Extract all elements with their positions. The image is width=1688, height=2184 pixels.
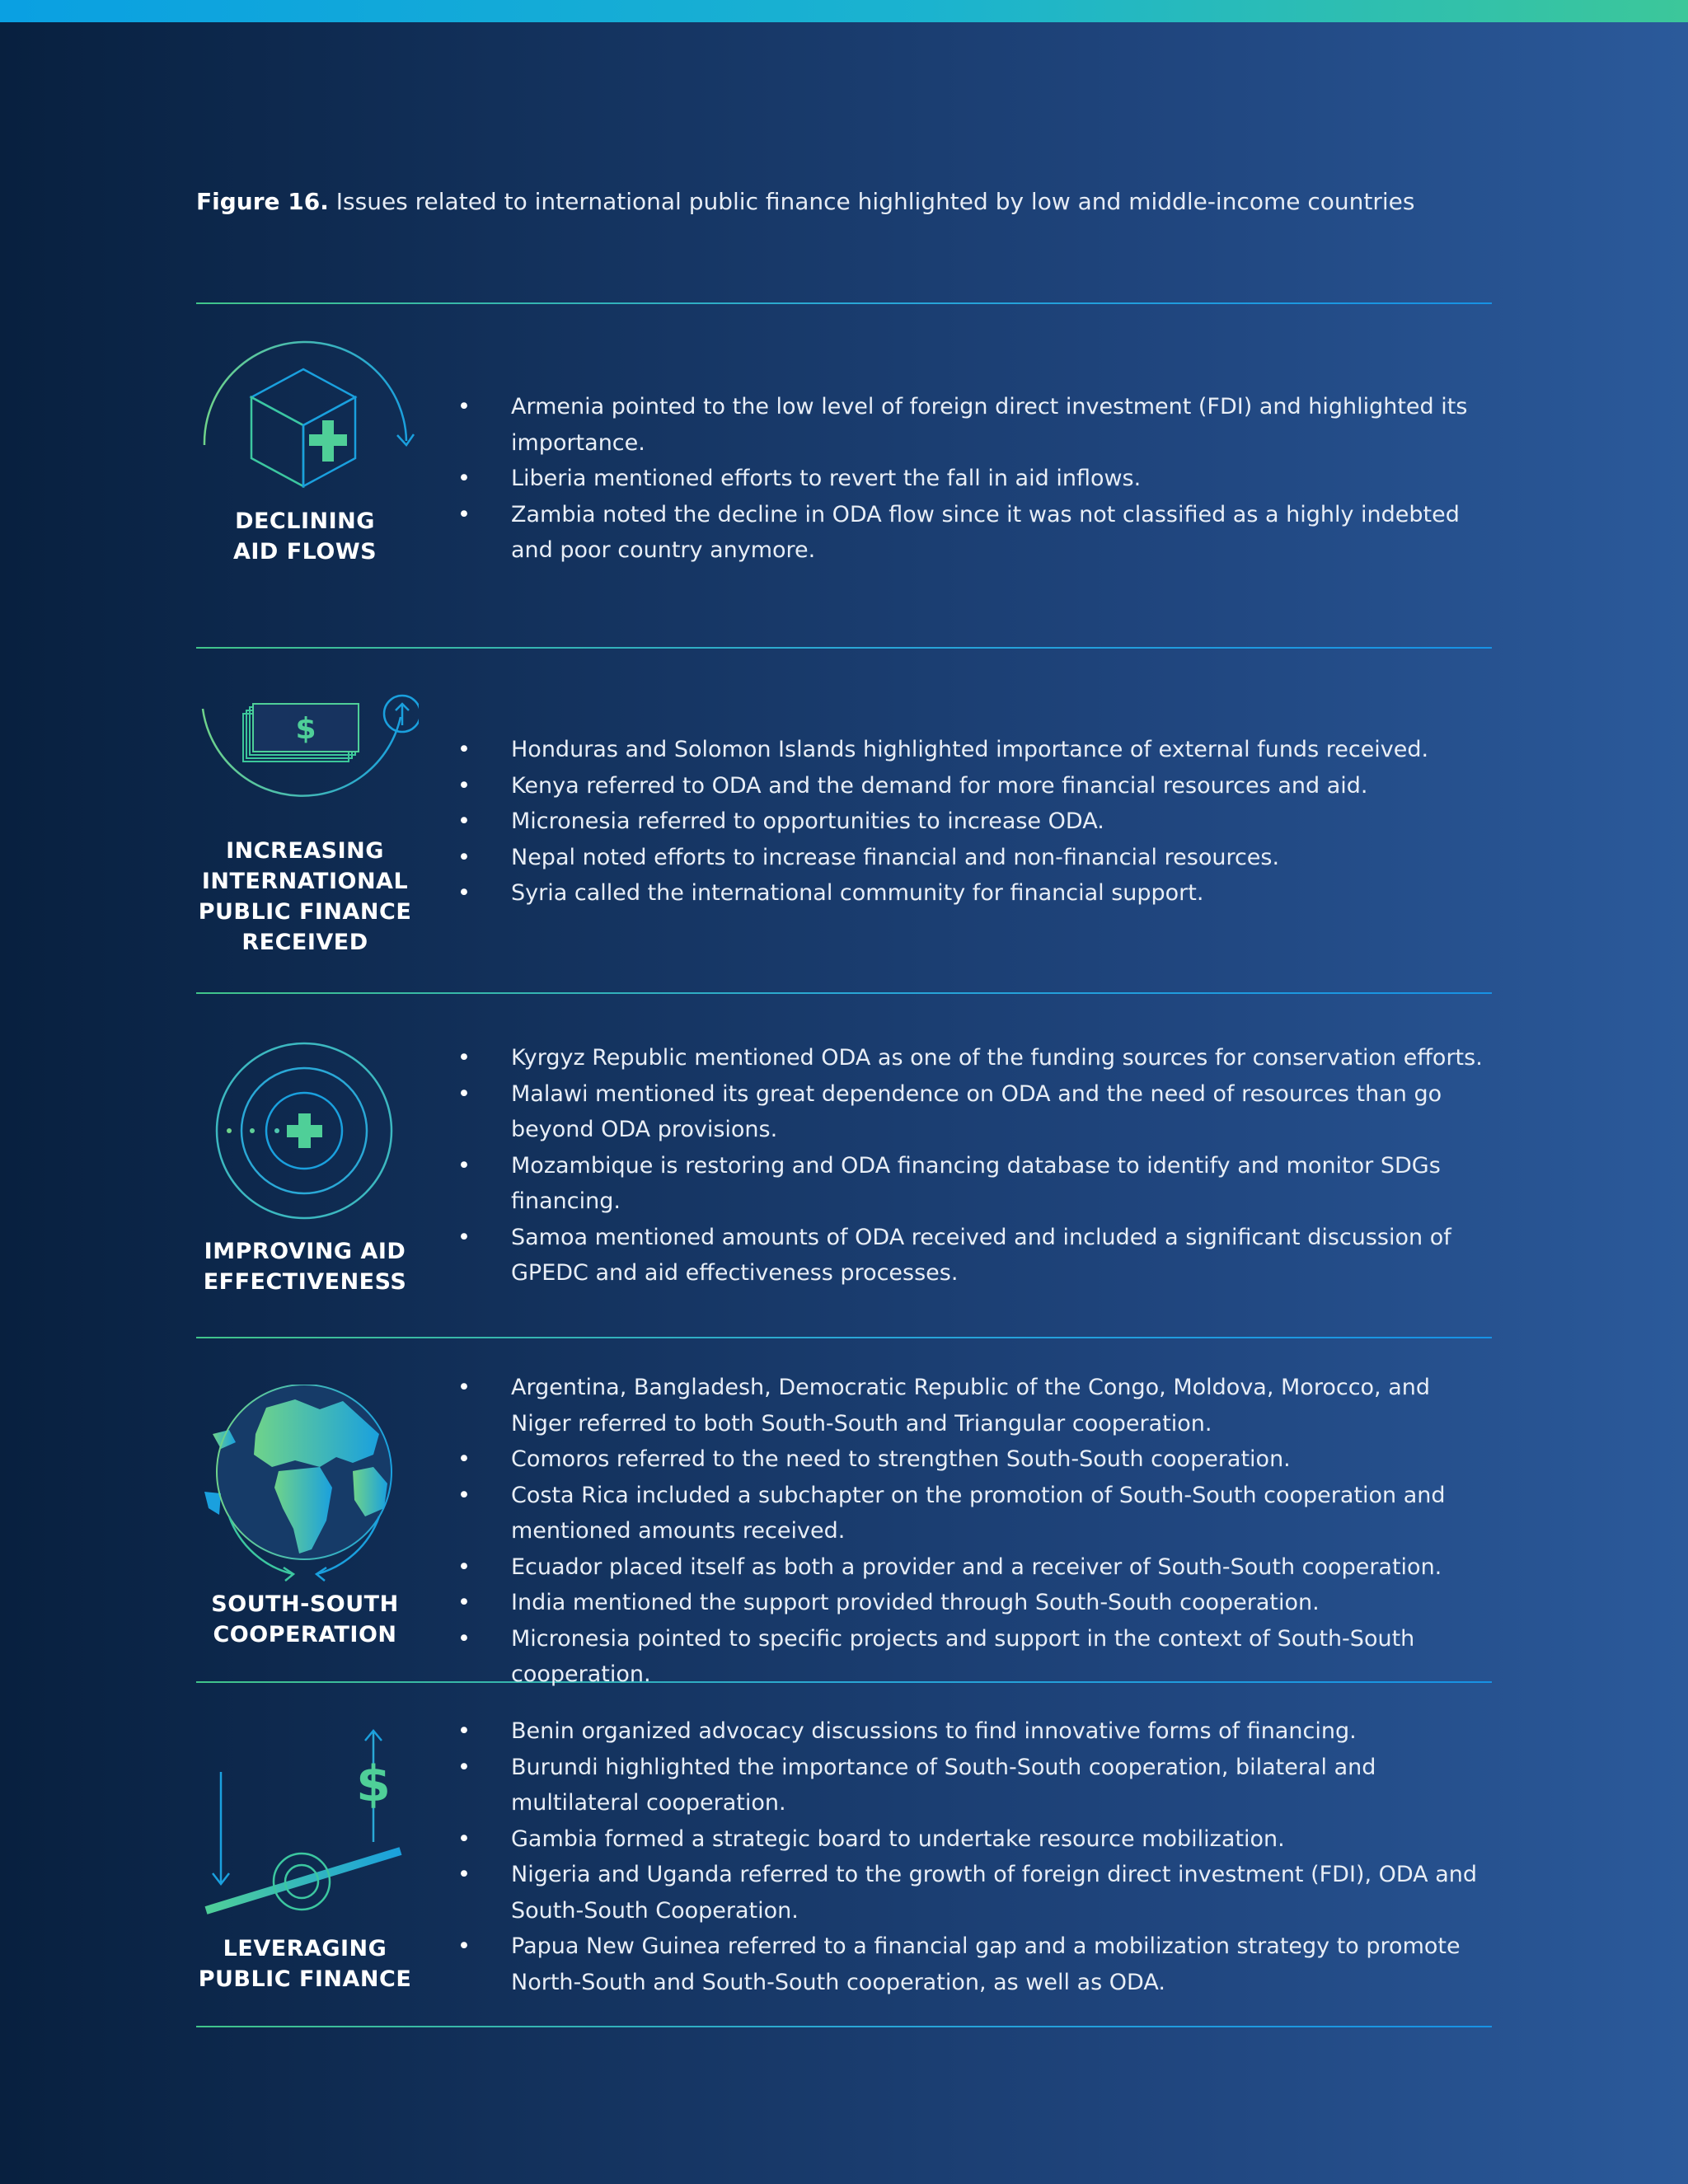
figure-caption [196,188,1415,215]
section-divider [196,992,1492,994]
list-item: • Micronesia pointed to specific projects and support in the context of South-South cooperation. [457,1621,1496,1693]
list-item: • Nepal noted efforts to increase financial and non-financial resources. [457,840,1496,876]
list-item: • Papua New Guinea referred to a financial gap and a mobilization strategy to promote North-South and South-South cooperation, as well as ODA. [457,1929,1496,2000]
list-item: • Honduras and Solomon Islands highlighted importance of external funds received. [457,732,1496,768]
figure-title: Issues related to international public finance highlighted by low and middle-income countries [328,188,1415,215]
list-item: • Kenya referred to ODA and the demand for more financial resources and aid. [457,768,1496,804]
list-item: • Comoros referred to the need to strengthen South-South cooperation. [457,1441,1496,1478]
list-item: • Syria called the international community for financial support. [457,875,1496,912]
list-item: • Burundi highlighted the importance of South-South cooperation, bilateral and multilateral cooperation. [457,1750,1496,1821]
bullet-list [457,732,1496,912]
figure-label: Figure 16. [196,188,329,215]
section-divider [196,302,1492,304]
list-item: • Argentina, Bangladesh, Democratic Republic of the Congo, Moldova, Morocco, and Niger referred to both South-South and Triangular cooperation. [457,1370,1496,1441]
bullet-list [457,1713,1496,2000]
cube-plus-icon [196,338,419,503]
list-item: • Mozambique is restoring and ODA financing database to identify and monitor SDGs financing. [457,1148,1496,1220]
section-divider [196,647,1492,649]
svg-text:$: $ [295,712,316,746]
bullet-list [457,389,1496,569]
list-item: • Armenia pointed to the low level of foreign direct investment (FDI) and highlighted its importance. [457,389,1496,461]
money-stack-icon [196,684,419,816]
list-item: • Malawi mentioned its great dependence on ODA and the need of resources than go beyond ODA provisions. [457,1076,1496,1148]
svg-text:$: $ [356,1755,391,1813]
list-item: • Gambia formed a strategic board to undertake resource mobilization. [457,1821,1496,1858]
list-item: • Samoa mentioned amounts of ODA received and included a significant discussion of GPEDC and aid effectiveness processes. [457,1220,1496,1291]
section-label: SOUTH-SOUTH COOPERATION [211,1591,399,1647]
section-divider [196,2026,1492,2027]
list-item: • Ecuador placed itself as both a provider and a receiver of South-South cooperation. [457,1549,1496,1586]
lever-dollar-icon [196,1722,419,1920]
list-item: • Liberia mentioned efforts to revert the fall in aid inflows. [457,461,1496,497]
list-item: • India mentioned the support provided through South-South cooperation. [457,1585,1496,1621]
bullet-list [457,1040,1496,1291]
list-item: • Benin organized advocacy discussions to find innovative forms of financing. [457,1713,1496,1750]
list-item: • Zambia noted the decline in ODA flow since it was not classified as a highly indebted and poor country anymore. [457,497,1496,569]
list-item: • Kyrgyz Republic mentioned ODA as one of the funding sources for conservation efforts. [457,1040,1496,1076]
section-label: DECLINING AID FLOWS [232,509,377,565]
top-accent-bar [0,0,1688,22]
section-label: LEVERAGING PUBLIC FINANCE [198,1936,412,1992]
target-plus-icon [196,1040,419,1221]
section-divider [196,1337,1492,1338]
section-label: IMPROVING AID EFFECTIVENESS [203,1239,407,1295]
list-item: • Micronesia referred to opportunities to increase ODA. [457,804,1496,840]
list-item: • Costa Rica included a subchapter on the promotion of South-South cooperation and mentioned amounts received. [457,1478,1496,1549]
globe-icon [196,1385,419,1582]
list-item: • Nigeria and Uganda referred to the growth of foreign direct investment (FDI), ODA and South-South Cooperation. [457,1857,1496,1929]
bullet-list [457,1370,1496,1693]
section-label: INCREASING INTERNATIONAL PUBLIC FINANCE RECEIVED [198,838,412,955]
